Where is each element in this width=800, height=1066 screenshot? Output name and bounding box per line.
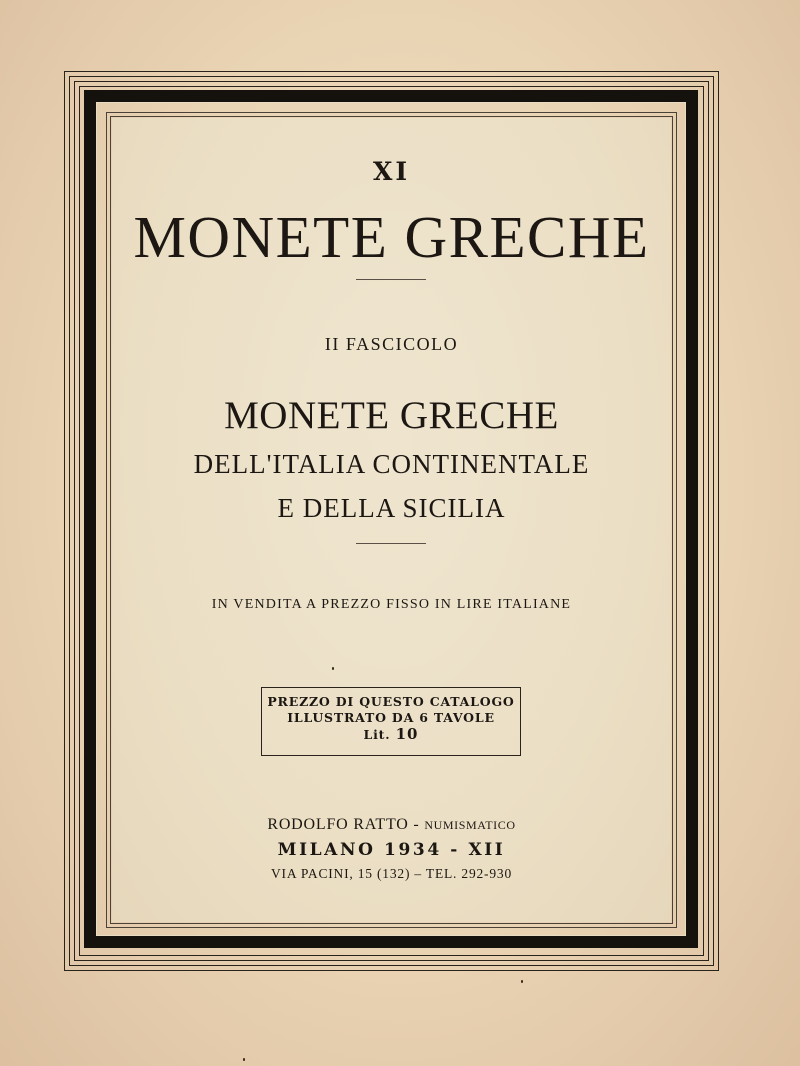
price-box <box>261 687 521 756</box>
price-box-line-1: PREZZO DI QUESTO CATALOGO <box>267 694 515 709</box>
publisher-separator: - <box>413 816 420 833</box>
paper-speck <box>521 980 523 983</box>
volume-number: XI <box>372 157 411 186</box>
publisher-name: RODOLFO RATTO <box>267 816 409 833</box>
page-title: MONETE GRECHE <box>133 204 650 270</box>
divider-rule-top <box>356 279 426 280</box>
subtitle: MONETE GRECHE <box>224 394 559 437</box>
region-line-1: DELL'ITALIA CONTINENTALE <box>193 449 590 479</box>
fascicle-label: II FASCICOLO <box>324 334 459 354</box>
price-currency: Lit. <box>363 727 391 742</box>
sale-note: IN VENDITA A PREZZO FISSO IN LIRE ITALIANE <box>211 597 572 612</box>
price-box-line-2: ILLUSTRATO DA 6 TAVOLE <box>287 710 495 725</box>
publisher-role: NUMISMATICO <box>424 818 516 832</box>
paper-speck <box>243 1058 245 1061</box>
price-line <box>262 726 520 743</box>
publisher-line <box>112 816 671 834</box>
region-line-2: E DELLA SICILIA <box>277 493 506 523</box>
imprint-city-year: MILANO 1934 - XII <box>277 840 506 860</box>
price-amount: 10 <box>395 725 419 743</box>
paper-speck <box>332 667 334 670</box>
publisher-address: VIA PACINI, 15 (132) – TEL. 292-930 <box>271 866 512 881</box>
divider-rule-bottom <box>356 543 426 544</box>
